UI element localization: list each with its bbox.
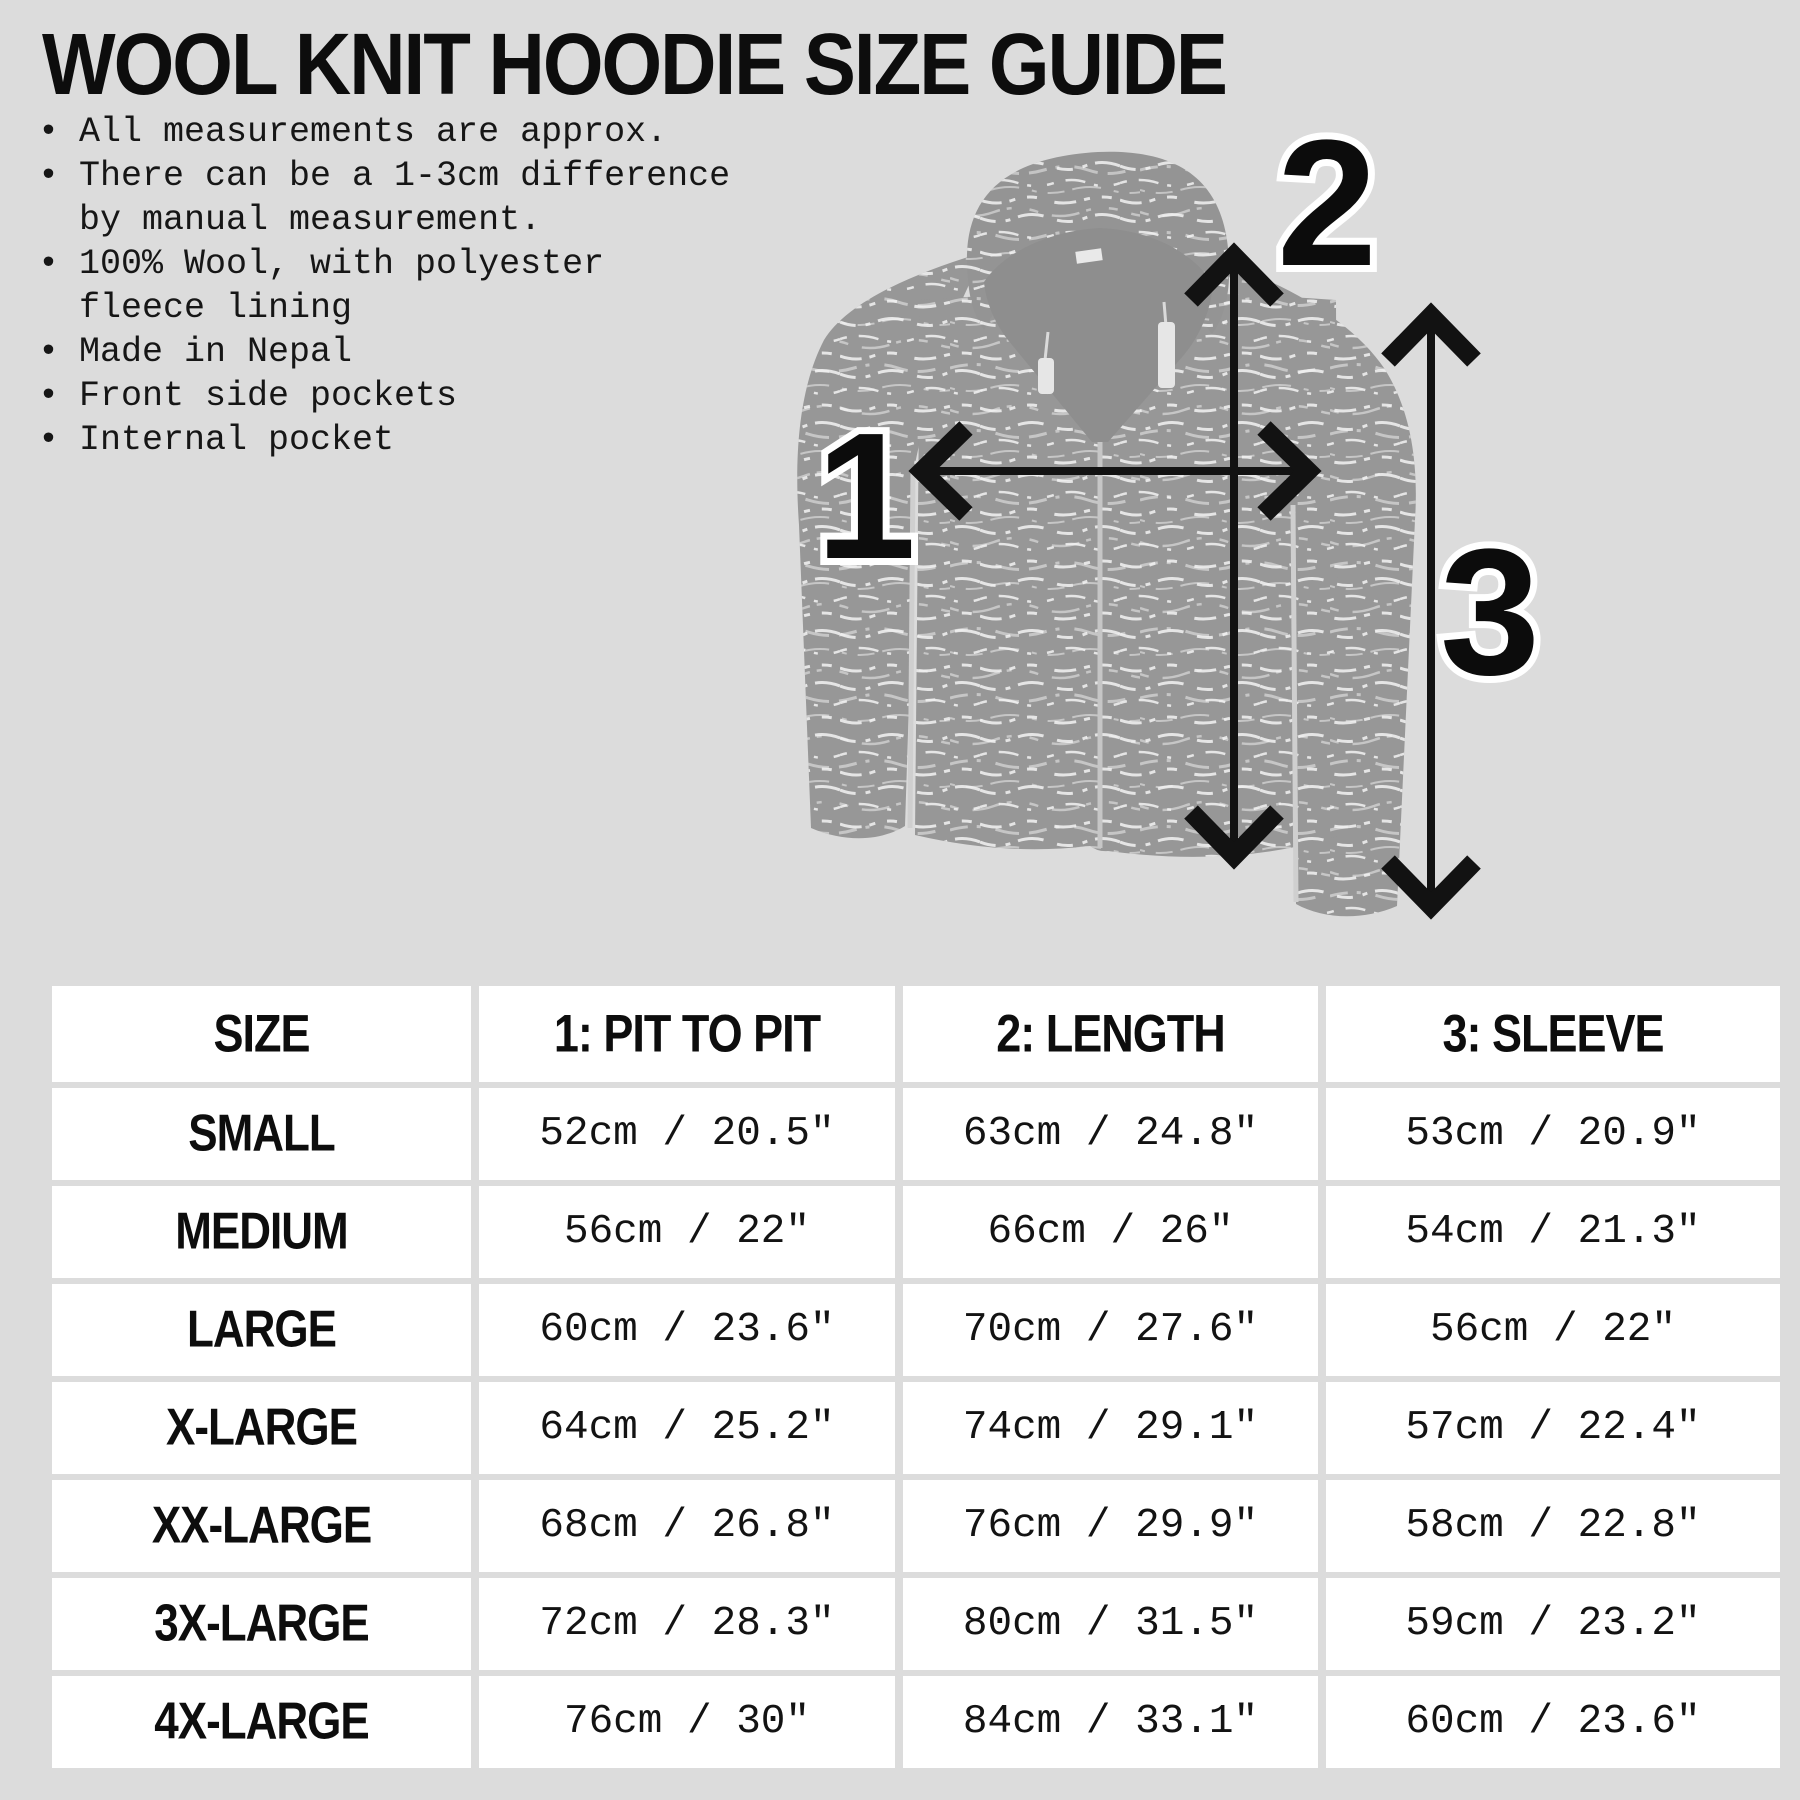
length-cell: 80cm / 31.5" <box>903 1578 1318 1670</box>
length-cell: 76cm / 29.9" <box>903 1480 1318 1572</box>
size-label: LARGE <box>187 1300 336 1359</box>
measure-label-1: 1 <box>815 396 917 597</box>
drawstring-right <box>1158 322 1175 388</box>
note-text: by manual measurement. <box>79 200 542 240</box>
bullet-spacer <box>38 286 79 330</box>
bullet-icon: • <box>38 244 60 284</box>
length-cell: 63cm / 24.8" <box>903 1088 1318 1180</box>
column-header-size <box>52 986 471 1082</box>
note-text: 100% Wool, with polyester <box>79 244 605 284</box>
sleeve-cell: 56cm / 22" <box>1326 1284 1780 1376</box>
sleeve-cell: 60cm / 23.6" <box>1326 1676 1780 1768</box>
note-text: There can be a 1-3cm difference <box>79 156 731 196</box>
header-label: 3: SLEEVE <box>1442 1003 1664 1064</box>
measure-label-2: 2 <box>1276 103 1378 304</box>
pit-to-pit-cell: 64cm / 25.2" <box>479 1382 895 1474</box>
column-header-length <box>903 986 1318 1082</box>
size-label: XX-LARGE <box>151 1496 372 1555</box>
note-text: Front side pockets <box>79 376 458 416</box>
header-label: 1: PIT TO PIT <box>553 1003 821 1064</box>
size-label: X-LARGE <box>166 1398 357 1457</box>
note-text: Made in Nepal <box>79 332 353 372</box>
note-text: Internal pocket <box>79 420 395 460</box>
note-text: fleece lining <box>79 288 353 328</box>
size-cell <box>52 1088 471 1180</box>
header-label: 2: LENGTH <box>996 1003 1225 1064</box>
note-text: All measurements are approx. <box>79 112 668 152</box>
bullet-icon: • <box>38 376 60 416</box>
pit-to-pit-cell: 68cm / 26.8" <box>479 1480 895 1572</box>
length-cell: 66cm / 26" <box>903 1186 1318 1278</box>
size-label: 4X-LARGE <box>154 1692 369 1751</box>
size-cell <box>52 1480 471 1572</box>
length-cell: 84cm / 33.1" <box>903 1676 1318 1768</box>
bullet-icon: • <box>38 112 60 152</box>
sleeve-cell: 58cm / 22.8" <box>1326 1480 1780 1572</box>
size-table <box>52 986 1780 1768</box>
bullet-icon: • <box>38 332 60 372</box>
size-cell <box>52 1578 471 1670</box>
pit-to-pit-cell: 60cm / 23.6" <box>479 1284 895 1376</box>
bullet-icon: • <box>38 420 60 460</box>
sleeve-cell: 54cm / 21.3" <box>1326 1186 1780 1278</box>
measure-label-3: 3 <box>1439 512 1541 713</box>
right-sleeve-seam <box>1293 505 1296 902</box>
sleeve-cell: 59cm / 23.2" <box>1326 1578 1780 1670</box>
column-header-sleeve <box>1326 986 1780 1082</box>
length-cell: 70cm / 27.6" <box>903 1284 1318 1376</box>
header-label: SIZE <box>213 1003 310 1064</box>
pit-to-pit-cell: 72cm / 28.3" <box>479 1578 895 1670</box>
size-cell <box>52 1284 471 1376</box>
pit-to-pit-cell: 76cm / 30" <box>479 1676 895 1768</box>
size-cell <box>52 1186 471 1278</box>
column-header-pit-to-pit <box>479 986 895 1082</box>
hoodie-measurement-diagram <box>650 103 1560 980</box>
sleeve-cell: 57cm / 22.4" <box>1326 1382 1780 1474</box>
sleeve-cell: 53cm / 20.9" <box>1326 1088 1780 1180</box>
size-cell <box>52 1382 471 1474</box>
size-label: SMALL <box>188 1104 335 1163</box>
pit-to-pit-cell: 56cm / 22" <box>479 1186 895 1278</box>
hoodie-illustration <box>650 130 1560 980</box>
size-label: MEDIUM <box>175 1202 348 1261</box>
length-cell: 74cm / 29.1" <box>903 1382 1318 1474</box>
pit-to-pit-cell: 52cm / 20.5" <box>479 1088 895 1180</box>
bullet-icon: • <box>38 156 60 196</box>
page-title: WOOL KNIT HOODIE SIZE GUIDE <box>42 14 1226 113</box>
drawstring-left <box>1038 358 1054 394</box>
size-label: 3X-LARGE <box>154 1594 369 1653</box>
bullet-spacer <box>38 198 79 242</box>
size-cell <box>52 1676 471 1768</box>
